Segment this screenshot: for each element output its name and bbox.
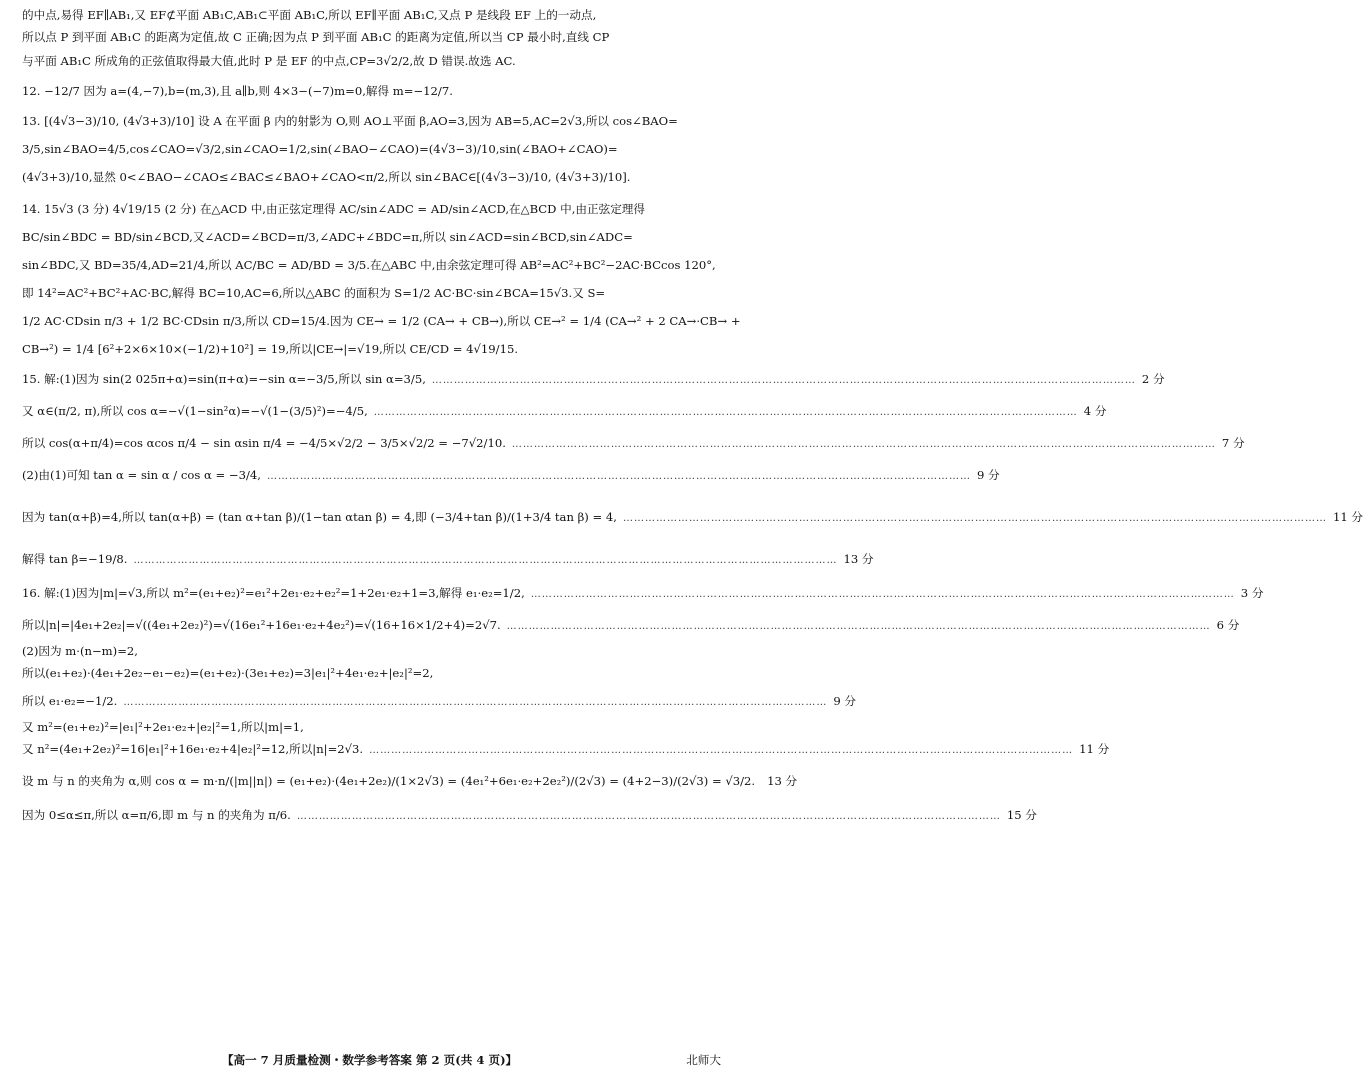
score-mark: 9 分 [833, 694, 857, 708]
dot-leader: ………………………………………………………………………………………………………………………………………………………………………… [511, 439, 1216, 450]
solution-step: 所以|n|=|4e₁+2e₂|=√((4e₁+2e₂)²)=√(16e₁²+16e₁·e₂+4e₂²)=√(16+16×1/2+4)=2√7. [22, 618, 501, 632]
scored-line [22, 372, 1165, 388]
solution-step: 所以(e₁+e₂)·(4e₁+2e₂−e₁−e₂)=(e₁+e₂)·(3e₁+e₂)=3|e₁|²+4e₁·e₂+|e₂|²=2, [22, 666, 434, 680]
dot-leader: ………………………………………………………………………………………………………………………………………………………………………… [296, 811, 1001, 822]
score-mark: 15 分 [1006, 808, 1037, 822]
scored-line [22, 644, 719, 658]
score-mark: 3 分 [1240, 586, 1264, 600]
solution-step: (2)因为 m·(n−m)=2, [22, 644, 138, 658]
solution-step: 所以 e₁·e₂=−1/2. [22, 694, 118, 708]
footer-publisher: 北师大 [686, 1053, 721, 1067]
dot-leader: ………………………………………………………………………………………………………………………………………………………………………… [431, 375, 1136, 386]
score-mark: 7 分 [1221, 436, 1245, 450]
solution-step: 设 m 与 n 的夹角为 α,则 cos α = m·n/(|m||n|) = (e₁+e₂)·(4e₁+2e₂)/(1×2√3) = (4e₁²+6e₁·e₂+2e₂²)/(2√3) = (4+2−3)/(2√3) = √3/2. [22, 774, 756, 788]
scored-line [22, 618, 1240, 634]
scored-line [22, 808, 1037, 824]
scored-line [22, 774, 798, 790]
score-mark: 13 分 [843, 552, 874, 566]
dot-leader: ………………………………………………………………………………………………………………………………………………………………………… [622, 513, 1327, 524]
solution-step: 所以 cos(α+π/4)=cos αcos π/4 − sin αsin π/4 = −4/5×√2/2 − 3/5×√2/2 = −7√2/10. [22, 436, 506, 450]
score-mark: 2 分 [1141, 372, 1165, 386]
text-line: 12. −12/7 因为 a=(4,−7),b=(m,3),且 a∥b,则 4×3−(−7)m=0,解得 m=−12/7. [22, 84, 453, 98]
score-mark: 4 分 [1083, 404, 1107, 418]
dot-leader: ………………………………………………………………………………………………………………………………………………………………………… [123, 697, 828, 708]
page-footer [0, 1052, 739, 1068]
solution-step: 15. 解:(1)因为 sin(2 025π+α)=sin(π+α)=−sin α=−3/5,所以 sin α=3/5, [22, 372, 426, 386]
score-mark: 9 分 [976, 468, 1000, 482]
solution-step: 又 m²=(e₁+e₂)²=|e₁|²+2e₁·e₂+|e₂|²=1,所以|m|=1, [22, 720, 304, 734]
text-line: 1/2 AC·CDsin π/3 + 1/2 BC·CDsin π/3,所以 CD=15/4.因为 CE→ = 1/2 (CA→ + CB→),所以 CE→² = 1/4 (CA→² + 2 CA→·CB→ + [22, 314, 741, 328]
scored-line [22, 586, 1264, 602]
scored-line [22, 552, 874, 568]
solution-step: 解得 tan β=−19/8. [22, 552, 128, 566]
dot-leader: ………………………………………………………………………………………………………………………………………………………………………… [506, 621, 1211, 632]
dot-leader: ………………………………………………………………………………………………………………………………………………………………………… [266, 471, 971, 482]
solution-text-block [22, 8, 741, 356]
scored-line [22, 510, 1363, 526]
solution-step: 又 α∈(π/2, π),所以 cos α=−√(1−sin²α)=−√(1−(3/5)²)=−4/5, [22, 404, 368, 418]
text-line: BC/sin∠BDC = BD/sin∠BCD,又∠ACD=∠BCD=π/3,∠ADC+∠BDC=π,所以 sin∠ACD=sin∠BCD,sin∠ADC= [22, 230, 633, 244]
scored-line [22, 666, 719, 680]
scored-line [22, 742, 1110, 758]
solution-step: 因为 0≤α≤π,所以 α=π/6,即 m 与 n 的夹角为 π/6. [22, 808, 291, 822]
text-line: 3/5,sin∠BAO=4/5,cos∠CAO=√3/2,sin∠CAO=1/2,sin(∠BAO−∠CAO)=(4√3−3)/10,sin(∠BAO+∠CAO)= [22, 142, 618, 156]
dot-leader: ………………………………………………………………………………………………………………………………………………………………………… [530, 589, 1235, 600]
dot-leader: ………………………………………………………………………………………………………………………………………………………………………… [373, 407, 1078, 418]
dot-leader: ………………………………………………………………………………………………………………………………………………………………………… [369, 745, 1074, 756]
scored-solutions-block [22, 372, 1363, 824]
scored-line [22, 468, 1000, 484]
scored-line [22, 404, 1107, 420]
text-line: 的中点,易得 EF∥AB₁,又 EF⊄平面 AB₁C,AB₁⊂平面 AB₁C,所以 EF∥平面 AB₁C,又点 P 是线段 EF 上的一动点, [22, 8, 597, 22]
text-line: sin∠BDC,又 BD=35/4,AD=21/4,所以 AC/BC = AD/BD = 3/5.在△ABC 中,由余弦定理可得 AB²=AC²+BC²−2AC·BCcos 120°, [22, 258, 716, 272]
scored-line [22, 694, 857, 710]
text-line: CB→²) = 1/4 [6²+2×6×10×(−1/2)+10²] = 19,所以|CE→|=√19,所以 CE/CD = 4√19/15. [22, 342, 519, 356]
score-mark: 11 分 [1332, 510, 1363, 524]
solution-step: 又 n²=(4e₁+2e₂)²=16|e₁|²+16e₁·e₂+4|e₂|²=12,所以|n|=2√3. [22, 742, 364, 756]
text-line: 所以点 P 到平面 AB₁C 的距离为定值,故 C 正确;因为点 P 到平面 AB₁C 的距离为定值,所以当 CP 最小时,直线 CP [22, 30, 610, 44]
text-line: 13. [(4√3−3)/10, (4√3+3)/10] 设 A 在平面 β 内的射影为 O,则 AO⊥平面 β,AO=3,因为 AB=5,AC=2√3,所以 cos∠BAO= [22, 114, 678, 128]
score-mark: 11 分 [1079, 742, 1110, 756]
text-line: (4√3+3)/10,显然 0<∠BAO−∠CAO≤∠BAC≤∠BAO+∠CAO<π/2,所以 sin∠BAC∈[(4√3−3)/10, (4√3+3)/10]. [22, 170, 631, 184]
text-line: 14. 15√3 (3 分) 4√19/15 (2 分) 在△ACD 中,由正弦定理得 AC/sin∠ADC = AD/sin∠ACD,在△BCD 中,由正弦定理得 [22, 202, 645, 216]
solution-step: (2)由(1)可知 tan α = sin α / cos α = −3/4, [22, 468, 261, 482]
scored-line [22, 436, 1245, 452]
text-line: 与平面 AB₁C 所成角的正弦值取得最大值,此时 P 是 EF 的中点,CP=3√2/2,故 D 错误.故选 AC. [22, 54, 516, 68]
footer-title: 【高一 7 月质量检测・数学参考答案 第 2 页(共 4 页)】 [221, 1053, 518, 1067]
solution-step: 因为 tan(α+β)=4,所以 tan(α+β) = (tan α+tan β)/(1−tan αtan β) = 4,即 (−3/4+tan β)/(1+3/4 tan β) = 4, [22, 510, 617, 524]
score-mark: 6 分 [1216, 618, 1240, 632]
scored-line [22, 720, 719, 734]
dot-leader: ………………………………………………………………………………………………………………………………………………………………………… [133, 555, 838, 566]
score-mark: 13 分 [767, 774, 798, 788]
solution-step: 16. 解:(1)因为|m|=√3,所以 m²=(e₁+e₂)²=e₁²+2e₁·e₂+e₂²=1+2e₁·e₂+1=3,解得 e₁·e₂=1/2, [22, 586, 525, 600]
text-line: 即 14²=AC²+BC²+AC·BC,解得 BC=10,AC=6,所以△ABC 的面积为 S=1/2 AC·BC·sin∠BCA=15√3.又 S= [22, 286, 606, 300]
